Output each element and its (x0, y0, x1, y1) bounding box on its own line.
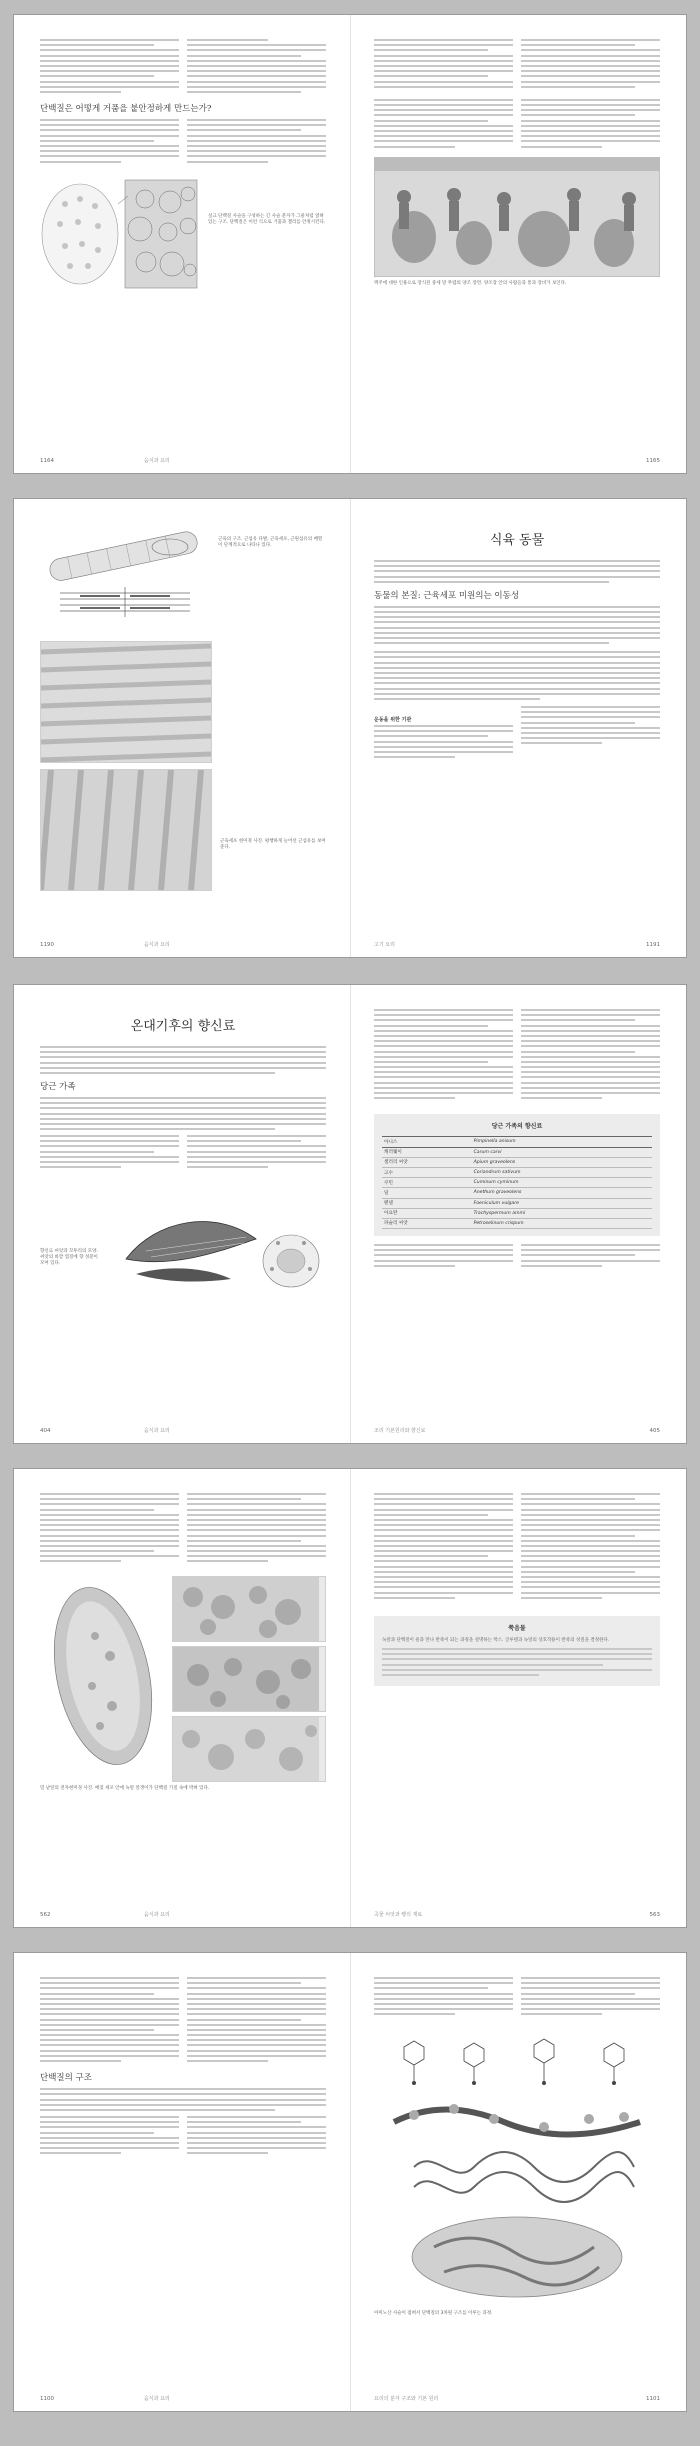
starch-micrograph-2 (172, 1646, 326, 1712)
running-head: 고기 요리 (374, 942, 395, 948)
starch-micrograph-3 (172, 1716, 326, 1782)
running-head: 음식과 요리 (144, 2396, 170, 2402)
running-head: 요리의 분자 구조와 기본 원리 (374, 2396, 439, 2402)
figure-caption: 맥주에 대한 인용으로 장식된 중세 말 무렵의 양조 장면. 양조장 안의 사람들과 통과 장비가 보인다. (374, 280, 567, 286)
running-head: 음식과 요리 (144, 458, 170, 464)
page-number: 404 (40, 1428, 51, 1434)
page-number: 1164 (40, 458, 54, 464)
figure-caption: 근육의 구조. 근섬유 다발, 근육세포, 근원섬유의 배열이 단계적으로 나타나 있다. (218, 537, 323, 548)
wheat-grain-micrograph (40, 1576, 166, 1776)
body-text (374, 1009, 660, 1102)
page-left (14, 1953, 350, 2411)
figure-caption: 근육세포 현미경 사진. 평행하게 늘어선 근섬유를 보여준다. (220, 839, 326, 850)
body-text (40, 1493, 326, 1566)
body-text (40, 39, 326, 96)
latin-name-cell: Pimpinella anisum (472, 1137, 652, 1147)
page-left (14, 985, 350, 1443)
spice-name-cell: 펜넬 (382, 1198, 472, 1208)
page-number: 563 (649, 1912, 660, 1918)
spice-name-cell: 캐러웨이 (382, 1147, 472, 1157)
spice-seed-illustration (106, 1179, 326, 1303)
page-right (350, 499, 686, 957)
running-head: 곡물 씨앗과 빵의 재료 (374, 1912, 423, 1918)
spice-name-cell: 파슬리 씨앗 (382, 1218, 472, 1228)
table-row (382, 1157, 652, 1167)
spice-table-box (374, 1114, 660, 1236)
latin-name-cell: Cuminum cyminum (472, 1178, 652, 1188)
latin-name-cell: Foeniculum vulgare (472, 1198, 652, 1208)
table-row (382, 1167, 652, 1177)
running-head: 음식과 요리 (144, 1912, 170, 1918)
page-left (14, 15, 350, 473)
page-number: 405 (649, 1428, 660, 1434)
body-text (374, 1244, 660, 1270)
intro-text (374, 560, 660, 583)
table-row (382, 1218, 652, 1228)
latin-name-cell: Anethum graveolens (472, 1188, 652, 1198)
body-text (374, 1977, 660, 2019)
page-number: 562 (40, 1912, 51, 1918)
sidebar-box (374, 1616, 660, 1686)
protein-structure-diagram (374, 2027, 660, 2307)
spice-name-cell: 딜 (382, 1188, 472, 1198)
spread-1 (13, 14, 687, 474)
body-text (374, 606, 660, 700)
table-row (382, 1147, 652, 1157)
body-text (40, 2088, 326, 2111)
latin-name-cell: Petroselinum crispum (472, 1218, 652, 1228)
spice-name-cell: 셀러리 씨앗 (382, 1157, 472, 1167)
page-number: 1100 (40, 2396, 54, 2402)
section-subhead: 단백질의 구조 (40, 2073, 92, 2084)
spice-name-cell: 쿠민 (382, 1178, 472, 1188)
section-subhead: 단백질은 어떻게 거품을 붙안정하게 만드는가? (40, 104, 212, 115)
latin-name-cell: Carum carvi (472, 1147, 652, 1157)
body-text (40, 1097, 326, 1130)
table-title: 당근 가족의 향신료 (491, 1123, 543, 1131)
section-title: 식육 동물 (489, 533, 545, 548)
body-text (40, 119, 326, 166)
latin-name-cell: Trachyspermum ammi (472, 1208, 652, 1218)
box-text: 녹말과 단백질이 물과 만나 반죽이 되는 과정을 설명하는 박스. 글루텐과 녹말의 상호작용이 반죽의 성질을 결정한다. (382, 1637, 610, 1643)
figure-caption: 실크 단백질 사슬을 구성하는 긴 사슬 분자가 그물처럼 얽혀 있는 구조. 단백질은 이런 식으로 거품과 젤리를 안정시킨다. (208, 213, 326, 225)
spread-4 (13, 1468, 687, 1928)
body-text (374, 39, 660, 151)
page-left (14, 499, 350, 957)
page-right (350, 1469, 686, 1927)
intro-text (40, 1046, 326, 1074)
body-text (374, 706, 660, 761)
body-text (40, 1977, 326, 2065)
figure-caption: 향신료 씨앗과 꼬투리의 모양. 씨앗의 바깥 껍질에 향 성분이 모여 있다. (40, 1249, 98, 1267)
spice-name-cell: 아요완 (382, 1208, 472, 1218)
section-subhead: 동물의 본질: 근육세포 미원의는 이동성 (374, 590, 520, 601)
body-text (40, 2116, 326, 2158)
page-left (14, 1469, 350, 1927)
page-right (350, 15, 686, 473)
page-right (350, 985, 686, 1443)
spread-2 (13, 498, 687, 958)
spice-name-cell: 아니스 (382, 1137, 472, 1147)
section-subhead: 당근 가족 (40, 1081, 76, 1092)
page-right (350, 1953, 686, 2411)
page-number: 1165 (646, 458, 660, 464)
spice-table (382, 1136, 652, 1229)
muscle-micrograph-bottom (40, 769, 212, 891)
box-title: 쭉음물 (508, 1624, 526, 1632)
spice-name-cell: 고수 (382, 1167, 472, 1177)
figure-caption: 아미노산 사슬이 접혀서 단백질의 3차원 구조를 이루는 과정. (374, 2310, 493, 2316)
inline-term: 운동을 위한 기관 (374, 716, 412, 723)
table-row (382, 1178, 652, 1188)
spread-3 (13, 984, 687, 1444)
running-head: 조리 기본원리와 향신료 (374, 1428, 426, 1434)
brewing-illustration (374, 157, 660, 277)
protein-foam-figure (40, 174, 200, 292)
starch-micrograph-1 (172, 1576, 326, 1642)
muscle-micrograph-top (40, 641, 212, 763)
figure-caption: 밀 낟알의 전자현미경 사진. 배젖 세포 안에 녹말 알갱이가 단백질 기질 속에 박혀 있다. (40, 1785, 210, 1791)
table-row (382, 1198, 652, 1208)
body-text (374, 1493, 660, 1602)
page-number: 1190 (40, 942, 54, 948)
latin-name-cell: Apium graveolens (472, 1157, 652, 1167)
running-head: 음식과 요리 (144, 942, 170, 948)
table-row (382, 1137, 652, 1147)
page-number: 1101 (646, 2396, 660, 2402)
body-text (40, 1135, 326, 1171)
page-number: 1191 (646, 942, 660, 948)
table-row (382, 1208, 652, 1218)
latin-name-cell: Coriandrum sativum (472, 1167, 652, 1177)
muscle-structure-diagram (40, 523, 210, 635)
spread-5 (13, 1952, 687, 2412)
table-row (382, 1188, 652, 1198)
section-title: 온대기후의 향신료 (130, 1019, 236, 1034)
running-head: 음식과 요리 (144, 1428, 170, 1434)
